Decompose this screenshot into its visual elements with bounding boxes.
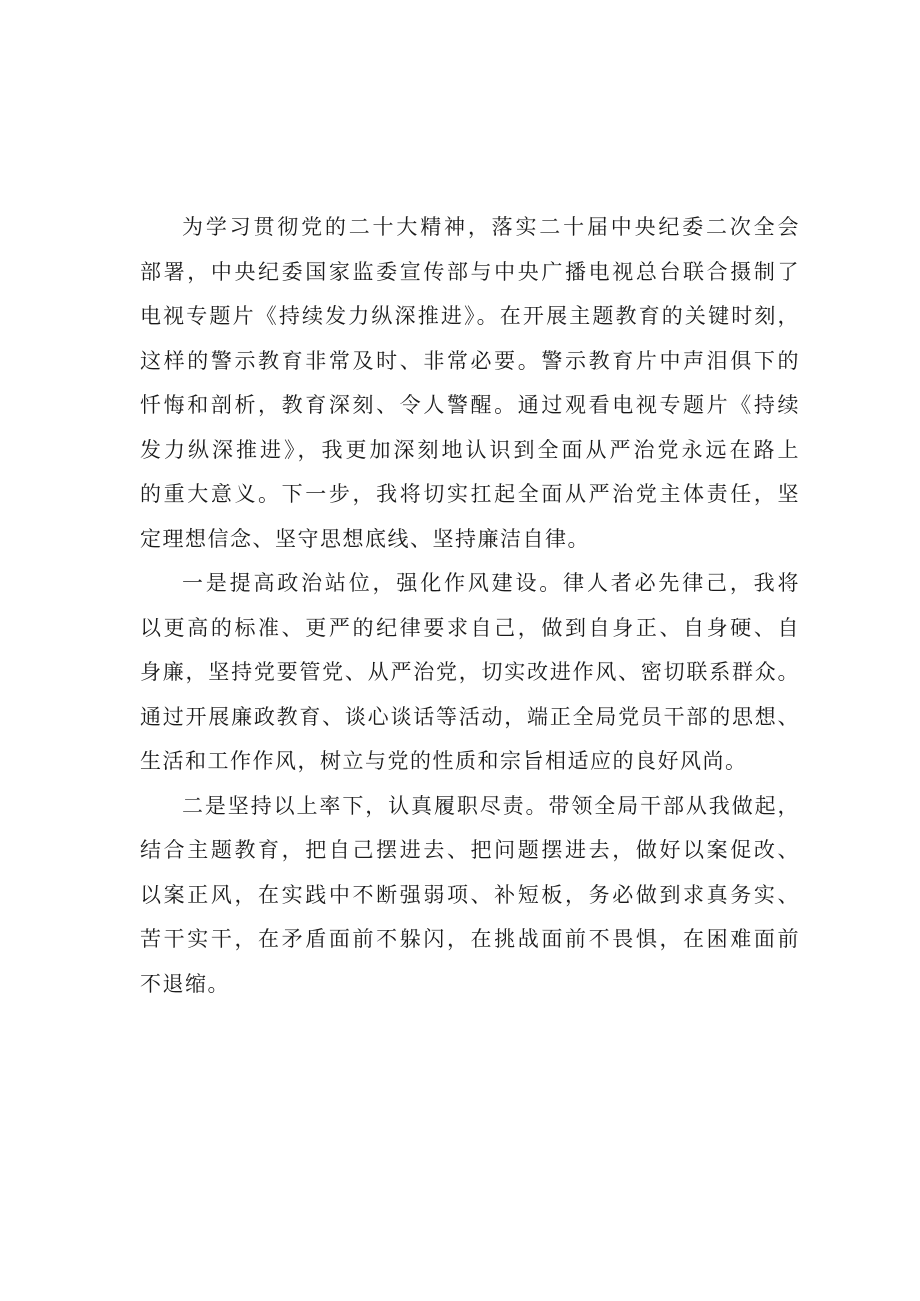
text-line: 电视专题片《持续发力纵深推进》。在开展主题教育的关键时刻，: [140, 304, 800, 328]
text-line: 为学习贯彻党的二十大精神，落实二十届中央纪委二次全会: [182, 215, 800, 239]
text-line: 发力纵深推进》，我更加深刻地认识到全面从严治党永远在路上: [140, 437, 800, 462]
text-line: 部署，中央纪委国家监委宣传部与中央广播电视总台联合摄制了: [140, 259, 800, 284]
text-line: 以案正风，在实践中不断强弱项、补短板，务必做到求真务实、: [140, 882, 800, 907]
text-line: 通过开展廉政教育、谈心谈话等活动，端正全局党员干部的思想、: [140, 704, 800, 729]
text-line: 定理想信念、坚守思想底线、坚持廉洁自律。: [140, 526, 590, 551]
text-line: 二是坚持以上率下，认真履职尽责。带领全局干部从我做起，: [182, 793, 800, 818]
text-line: 身廉，坚持党要管党、从严治党，切实改进作风、密切联系群众。: [140, 660, 800, 684]
text-line: 以更高的标准、更严的纪律要求自己，做到自身正、自身硬、自: [140, 615, 800, 640]
text-line: 忏悔和剖析，教育深刻、令人警醒。通过观看电视专题片《持续: [140, 393, 800, 417]
text-line: 一是提高政治站位，强化作风建设。律人者必先律己，我将: [182, 571, 800, 595]
document-body: [140, 205, 800, 1006]
text-line: 的重大意义。下一步，我将切实扛起全面从严治党主体责任，坚: [140, 482, 800, 506]
text-line: 这样的警示教育非常及时、非常必要。警示教育片中声泪俱下的: [140, 348, 800, 373]
text-line: 结合主题教育，把自己摆进去、把问题摆进去，做好以案促改、: [140, 838, 800, 862]
paragraph-point-one: [140, 561, 800, 784]
paragraph-intro: [140, 205, 800, 561]
text-line: 苦干实干，在矛盾面前不躲闪，在挑战面前不畏惧，在困难面前: [140, 927, 800, 951]
paragraph-point-two: [140, 784, 800, 1007]
text-line: 不退缩。: [140, 971, 230, 996]
text-line: 生活和工作作风，树立与党的性质和宗旨相适应的良好风尚。: [140, 749, 748, 773]
